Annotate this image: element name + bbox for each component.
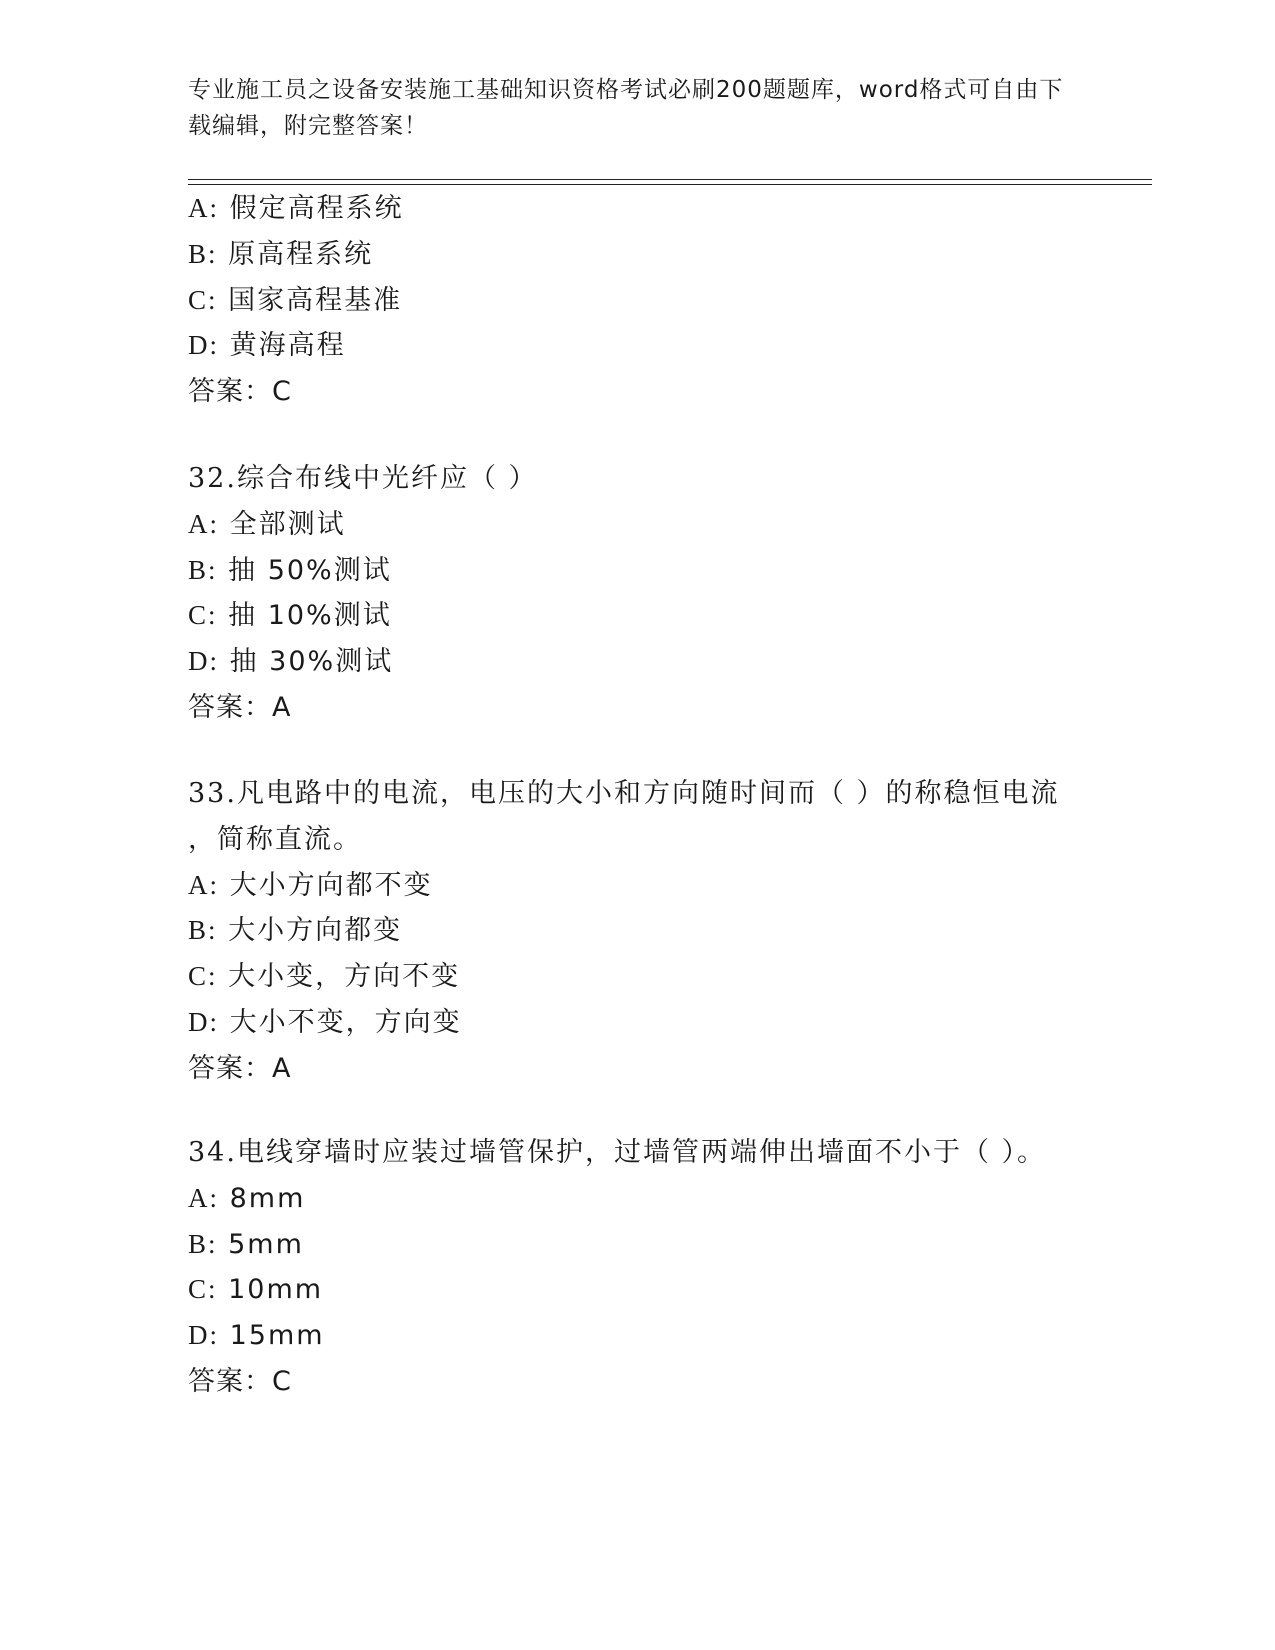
- option-a: A: 大小方向都不变: [188, 869, 433, 901]
- option-d: D: 抽 30%测试: [188, 646, 394, 678]
- option-b: B: 抽 50%测试: [188, 554, 392, 586]
- option-d: D: 黄海高程: [188, 330, 346, 362]
- option-c: C: 国家高程基准: [188, 284, 403, 316]
- option-c: C: 抽 10%测试: [188, 600, 392, 632]
- option-c: C: 10mm: [188, 1274, 324, 1306]
- option-d: D: 大小不变，方向变: [188, 1006, 462, 1038]
- option-d: D: 15mm: [188, 1320, 325, 1352]
- header-rule-bottom: [188, 184, 1152, 185]
- answer-line: 答案：A: [188, 691, 292, 723]
- answer-line: 答案：C: [188, 376, 292, 408]
- option-b: B: 原高程系统: [188, 238, 374, 270]
- option-a: A: 全部测试: [188, 508, 346, 540]
- option-a: A: 8mm: [188, 1182, 306, 1214]
- question-block-31: [188, 186, 1148, 415]
- question-text-line-2: ，简称直流。: [188, 823, 362, 855]
- document-header: [188, 72, 1078, 144]
- option-b: B: 5mm: [188, 1228, 304, 1260]
- question-text: 34.电线穿墙时应装过墙管保护，过墙管两端伸出墙面不小于（ ）。: [188, 1137, 1047, 1168]
- question-block-32: [188, 456, 1148, 731]
- document-title: 专业施工员之设备安装施工基础知识资格考试必刷200题题库，word格式可自由下载编辑，附完整答案！: [188, 77, 1064, 139]
- header-rule-top: [188, 179, 1152, 180]
- question-block-34: [188, 1130, 1148, 1405]
- option-a: A: 假定高程系统: [188, 193, 404, 224]
- option-c: C: 大小变，方向不变: [188, 961, 461, 993]
- question-text-line-1: 33.凡电路中的电流，电压的大小和方向随时间而（ ）的称稳恒电流: [188, 778, 1060, 809]
- question-block-33: [188, 771, 1148, 1092]
- answer-line: 答案：C: [188, 1365, 292, 1397]
- option-b: B: 大小方向都变: [188, 915, 403, 947]
- answer-line: 答案：A: [188, 1052, 292, 1084]
- question-text: 32.综合布线中光纤应（ ）: [188, 463, 538, 494]
